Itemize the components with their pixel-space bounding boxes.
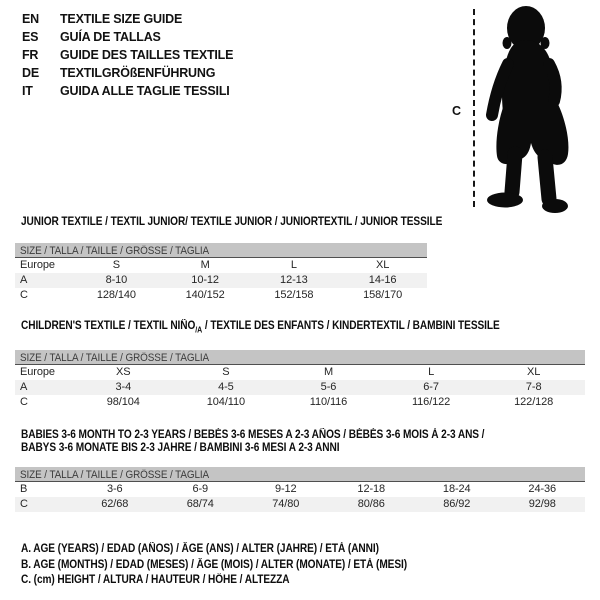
size-cell: 98/104: [106, 396, 140, 409]
language-code: ES: [22, 30, 39, 44]
section-title: [21, 216, 517, 229]
size-tables-content: [15, 216, 585, 589]
table-row: [15, 395, 585, 410]
language-row: [22, 64, 233, 82]
language-code: IT: [22, 84, 33, 98]
size-cell: 8-10: [105, 274, 128, 286]
size-cell: 158/170: [363, 289, 403, 301]
language-row: [22, 28, 233, 46]
section-title-line: JUNIOR TEXTILE / TEXTIL JUNIOR/ TEXTILE JUNIOR / JUNIORTEXTIL / JUNIOR TESSILE: [21, 216, 443, 228]
size-cell: 14-16: [368, 274, 397, 286]
row-label: B: [20, 483, 28, 496]
size-cell: 92/98: [528, 498, 556, 511]
table-row: [15, 288, 427, 303]
size-header-bar: [15, 467, 585, 482]
size-cell: 62/68: [101, 498, 129, 511]
size-cell: 68/74: [186, 498, 214, 511]
size-cell: 80/86: [357, 498, 385, 511]
row-label: C: [20, 396, 28, 409]
toddler-silhouette-icon: [483, 2, 591, 216]
size-cell: XL: [375, 259, 390, 271]
section-babies-textile: [15, 429, 585, 512]
table-row: [15, 482, 585, 497]
size-header-bar: [15, 350, 585, 365]
footnote-line: B. AGE (MONTHS) / EDAD (MESES) / ÂGE (MOIS) / ALTER (MONATE) / ETÀ (MESI): [21, 558, 408, 571]
row-label: A: [20, 381, 28, 394]
size-header-bar: [15, 243, 427, 258]
size-cell: 3-6: [106, 483, 123, 496]
language-row: [22, 10, 233, 28]
table-row: [15, 365, 585, 380]
size-cell: 74/80: [272, 498, 300, 511]
size-cell: S: [112, 259, 120, 271]
size-cell: 4-5: [218, 381, 234, 394]
language-title: GUIDE DES TAILLES TEXTILE: [60, 48, 234, 62]
size-rows: [15, 482, 585, 512]
section-title: [21, 429, 517, 455]
row-label: A: [20, 274, 28, 286]
size-cell: 12-13: [280, 274, 308, 286]
language-title-list: [22, 10, 233, 100]
size-cell: XL: [527, 366, 541, 379]
language-title: GUÍA DE TALLAS: [60, 30, 161, 44]
footnote-line: C. (cm) HEIGHT / ALTURA / HAUTEUR / HÖHE / ALTEZZA: [21, 574, 290, 587]
size-table-junior: [15, 243, 427, 303]
size-cell: L: [428, 366, 435, 379]
size-cell: 7-8: [525, 381, 542, 394]
row-label: C: [20, 498, 28, 511]
size-cell: 140/152: [185, 289, 225, 301]
size-cell: 5-6: [320, 381, 337, 394]
size-rows: [15, 258, 427, 303]
language-row: [22, 46, 233, 64]
section-title-subscript: /A: [195, 325, 203, 335]
section-title: [21, 320, 517, 336]
size-cell: 86/92: [443, 498, 471, 511]
language-code: EN: [22, 12, 39, 26]
row-label: C: [20, 289, 28, 301]
table-row: [15, 380, 585, 395]
size-cell: 9-12: [274, 483, 297, 496]
language-title: TEXTILGRÖßENFÜHRUNG: [60, 66, 216, 80]
size-cell: XS: [116, 366, 131, 379]
size-cell: 6-7: [423, 381, 439, 394]
size-cell: S: [222, 366, 230, 379]
row-label: Europe: [20, 366, 55, 379]
language-code: DE: [22, 66, 39, 80]
section-title-line: BABIES 3-6 MONTH TO 2-3 YEARS / BEBÉS 3-6 MESES A 2-3 AÑOS / BÉBÉS 3-6 MOIS À 2-3 ANS /: [21, 429, 485, 442]
size-cell: 24-36: [528, 483, 557, 496]
language-title: GUIDA ALLE TAGLIE TESSILI: [60, 84, 230, 98]
footnote-line: A. AGE (YEARS) / EDAD (AÑOS) / ÂGE (ANS) / ALTER (JAHRE) / ETÀ (ANNI): [21, 543, 379, 556]
size-cell: 6-9: [192, 483, 209, 496]
size-cell: M: [200, 259, 210, 271]
size-cell: L: [290, 259, 297, 271]
section-junior-textile: [15, 216, 585, 303]
size-header-text: SIZE / TALLA / TAILLE / GRÖSSE / TAGLIA: [20, 245, 210, 257]
language-title: TEXTILE SIZE GUIDE: [60, 12, 183, 26]
size-cell: 10-12: [191, 274, 219, 286]
section-title-part: / TEXTILE DES ENFANTS / KINDERTEXTIL / BAMBINI TESSILE: [202, 320, 500, 332]
table-row: [15, 497, 585, 512]
size-header-text: SIZE / TALLA / TAILLE / GRÖSSE / TAGLIA: [20, 352, 210, 365]
size-table-children: [15, 350, 585, 410]
size-cell: 116/122: [411, 396, 451, 409]
size-cell: 152/158: [274, 289, 314, 301]
height-measure-label: C: [452, 104, 462, 118]
section-title-part: CHILDREN'S TEXTILE / TEXTIL NIÑO: [21, 320, 196, 332]
table-row: [15, 258, 427, 273]
size-cell: 18-24: [442, 483, 471, 496]
size-cell: 12-18: [357, 483, 386, 496]
size-cell: 3-4: [115, 381, 132, 394]
table-row: [15, 273, 427, 288]
size-cell: 128/140: [96, 289, 136, 301]
language-row: [22, 82, 233, 100]
size-cell: M: [323, 366, 334, 379]
footnotes: [21, 542, 585, 589]
row-label: Europe: [20, 259, 55, 271]
size-cell: 110/116: [309, 396, 348, 409]
size-table-babies: [15, 467, 585, 512]
size-cell: 122/128: [514, 396, 554, 409]
size-rows: [15, 365, 585, 410]
section-childrens-textile: [15, 320, 585, 410]
height-measure-dashed-line: [473, 9, 475, 207]
language-code: FR: [22, 48, 39, 62]
size-cell: 104/110: [206, 396, 246, 409]
section-title-line: BABYS 3-6 MONATE BIS 2-3 JAHRE / BAMBINI 3-6 MESI A 2-3 ANNI: [21, 442, 340, 455]
size-header-text: SIZE / TALLA / TAILLE / GRÖSSE / TAGLIA: [20, 469, 210, 482]
